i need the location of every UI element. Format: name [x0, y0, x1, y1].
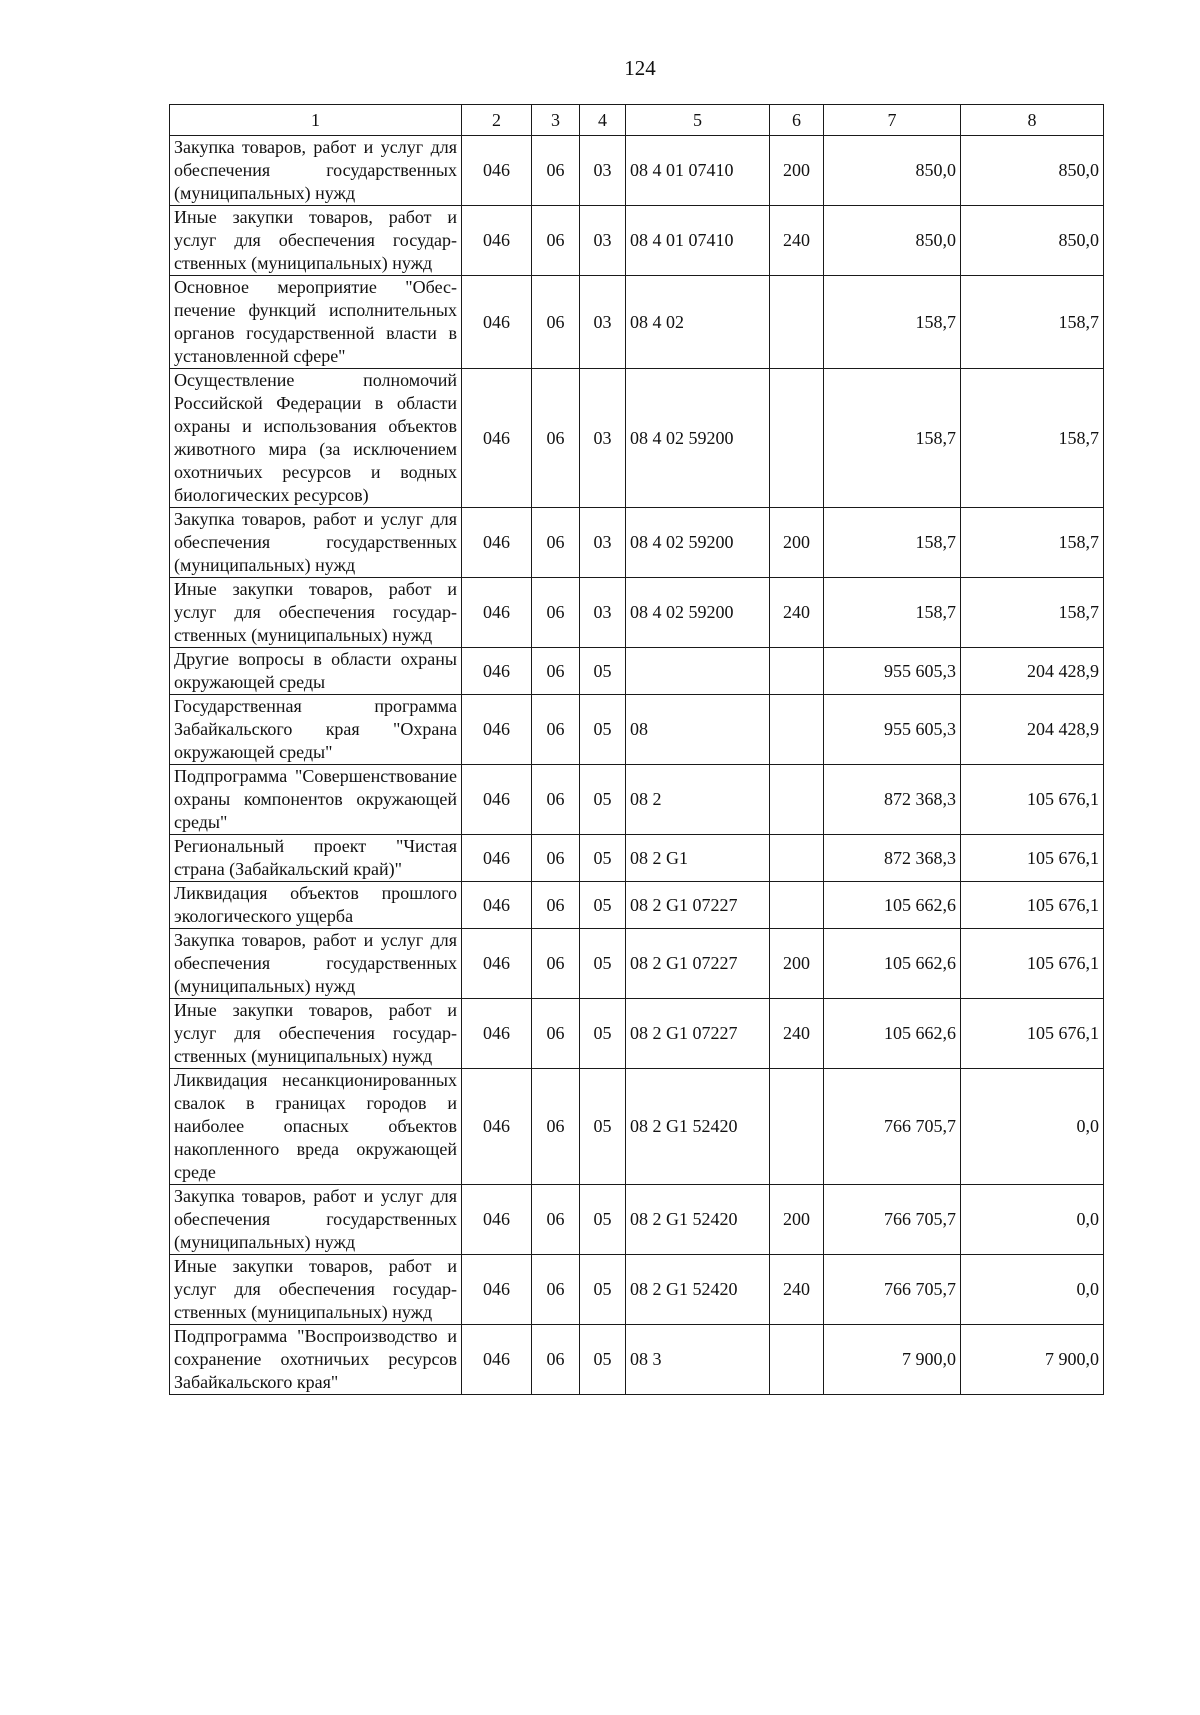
item-name-cell: Ликвидация несанкционированных свалок в границах городов и наиболее опасных объектов накопленного вреда окружающей среде — [170, 1069, 462, 1185]
item-name-cell: Закупка товаров, работ и услуг для обеспечения государственных (муниципальных) нужд — [170, 508, 462, 578]
code-5-cell — [626, 648, 770, 695]
code-4-cell: 05 — [580, 765, 626, 835]
amount-7-cell: 766 705,7 — [824, 1069, 961, 1185]
header-col-2: 2 — [462, 105, 532, 136]
code-3-cell: 06 — [532, 369, 580, 508]
amount-8-cell: 0,0 — [961, 1185, 1104, 1255]
amount-7-cell: 850,0 — [824, 206, 961, 276]
table-body — [170, 136, 1104, 1395]
table-row — [170, 695, 1104, 765]
code-3-cell: 06 — [532, 1069, 580, 1185]
amount-7-cell: 105 662,6 — [824, 929, 961, 999]
code-3-cell: 06 — [532, 508, 580, 578]
code-6-cell: 240 — [770, 1255, 824, 1325]
amount-7-cell: 955 605,3 — [824, 648, 961, 695]
amount-7-cell: 105 662,6 — [824, 999, 961, 1069]
code-5-cell: 08 4 02 59200 — [626, 369, 770, 508]
code-5-cell: 08 3 — [626, 1325, 770, 1395]
code-2-cell: 046 — [462, 1325, 532, 1395]
code-6-cell — [770, 1325, 824, 1395]
code-5-cell: 08 2 G1 — [626, 835, 770, 882]
table-row — [170, 882, 1104, 929]
item-name-cell: Закупка товаров, работ и услуг для обеспечения государственных (муниципальных) нужд — [170, 136, 462, 206]
code-4-cell: 03 — [580, 578, 626, 648]
table-row — [170, 765, 1104, 835]
amount-8-cell: 158,7 — [961, 578, 1104, 648]
code-2-cell: 046 — [462, 929, 532, 999]
code-3-cell: 06 — [532, 206, 580, 276]
item-name-cell: Закупка товаров, работ и услуг для обеспечения государственных (муниципальных) нужд — [170, 1185, 462, 1255]
code-5-cell: 08 2 G1 52420 — [626, 1185, 770, 1255]
code-6-cell: 200 — [770, 929, 824, 999]
code-5-cell: 08 4 02 — [626, 276, 770, 369]
code-4-cell: 03 — [580, 369, 626, 508]
code-5-cell: 08 4 02 59200 — [626, 508, 770, 578]
code-6-cell: 200 — [770, 1185, 824, 1255]
table-row — [170, 136, 1104, 206]
header-col-8: 8 — [961, 105, 1104, 136]
amount-7-cell: 158,7 — [824, 276, 961, 369]
item-name-cell: Закупка товаров, работ и услуг для обеспечения государственных (муниципальных) нужд — [170, 929, 462, 999]
code-3-cell: 06 — [532, 648, 580, 695]
item-name-cell: Иные закупки товаров, работ и услуг для обеспечения государственных (муниципальных) нужд — [170, 206, 462, 276]
amount-7-cell: 766 705,7 — [824, 1255, 961, 1325]
table-row — [170, 929, 1104, 999]
amount-8-cell: 158,7 — [961, 508, 1104, 578]
item-name-cell: Иные закупки товаров, работ и услуг для обеспечения государственных (муниципальных) нужд — [170, 999, 462, 1069]
code-2-cell: 046 — [462, 882, 532, 929]
code-3-cell: 06 — [532, 1185, 580, 1255]
code-6-cell: 200 — [770, 508, 824, 578]
amount-8-cell: 204 428,9 — [961, 648, 1104, 695]
item-name-cell: Другие вопросы в области охраны окружающей среды — [170, 648, 462, 695]
amount-8-cell: 158,7 — [961, 369, 1104, 508]
table-row — [170, 578, 1104, 648]
code-4-cell: 05 — [580, 999, 626, 1069]
code-4-cell: 03 — [580, 206, 626, 276]
code-4-cell: 05 — [580, 1069, 626, 1185]
item-name-cell: Основное мероприятие "Обеспечение функций исполнительных органов государственной власти в установленной сфере" — [170, 276, 462, 369]
table-row — [170, 276, 1104, 369]
code-3-cell: 06 — [532, 765, 580, 835]
amount-8-cell: 204 428,9 — [961, 695, 1104, 765]
code-3-cell: 06 — [532, 578, 580, 648]
code-2-cell: 046 — [462, 276, 532, 369]
code-3-cell: 06 — [532, 1325, 580, 1395]
code-3-cell: 06 — [532, 929, 580, 999]
code-2-cell: 046 — [462, 1069, 532, 1185]
code-2-cell: 046 — [462, 1185, 532, 1255]
code-6-cell: 240 — [770, 999, 824, 1069]
amount-7-cell: 105 662,6 — [824, 882, 961, 929]
amount-7-cell: 766 705,7 — [824, 1185, 961, 1255]
header-col-6: 6 — [770, 105, 824, 136]
code-2-cell: 046 — [462, 695, 532, 765]
code-3-cell: 06 — [532, 276, 580, 369]
code-2-cell: 046 — [462, 648, 532, 695]
item-name-cell: Подпрограмма "Воспроизводство и сохранение охотничьих ресурсов Забайкальского края" — [170, 1325, 462, 1395]
code-6-cell — [770, 835, 824, 882]
code-4-cell: 05 — [580, 1255, 626, 1325]
code-5-cell: 08 4 02 59200 — [626, 578, 770, 648]
table-row — [170, 1325, 1104, 1395]
code-4-cell: 05 — [580, 929, 626, 999]
table-row — [170, 1255, 1104, 1325]
amount-8-cell: 0,0 — [961, 1069, 1104, 1185]
code-4-cell: 03 — [580, 276, 626, 369]
amount-8-cell: 850,0 — [961, 136, 1104, 206]
amount-8-cell: 105 676,1 — [961, 999, 1104, 1069]
code-3-cell: 06 — [532, 1255, 580, 1325]
item-name-cell: Осуществление полномочий Российской Федерации в области охраны и использования объектов животного мира (за исключением охотничьих ресурсов и водных биологических ресурсов) — [170, 369, 462, 508]
amount-8-cell: 105 676,1 — [961, 882, 1104, 929]
code-5-cell: 08 2 G1 52420 — [626, 1069, 770, 1185]
code-5-cell: 08 — [626, 695, 770, 765]
amount-7-cell: 850,0 — [824, 136, 961, 206]
amount-7-cell: 7 900,0 — [824, 1325, 961, 1395]
code-4-cell: 03 — [580, 136, 626, 206]
header-col-5: 5 — [626, 105, 770, 136]
code-6-cell: 240 — [770, 206, 824, 276]
item-name-cell: Региональный проект "Чистая страна (Забайкальский край)" — [170, 835, 462, 882]
amount-8-cell: 7 900,0 — [961, 1325, 1104, 1395]
code-6-cell — [770, 648, 824, 695]
code-2-cell: 046 — [462, 206, 532, 276]
header-col-4: 4 — [580, 105, 626, 136]
code-3-cell: 06 — [532, 835, 580, 882]
header-col-1: 1 — [170, 105, 462, 136]
amount-7-cell: 158,7 — [824, 508, 961, 578]
code-6-cell: 200 — [770, 136, 824, 206]
code-2-cell: 046 — [462, 835, 532, 882]
amount-8-cell: 105 676,1 — [961, 835, 1104, 882]
code-4-cell: 05 — [580, 648, 626, 695]
code-5-cell: 08 2 G1 07227 — [626, 882, 770, 929]
amount-8-cell: 0,0 — [961, 1255, 1104, 1325]
table-row — [170, 369, 1104, 508]
amount-8-cell: 105 676,1 — [961, 765, 1104, 835]
code-3-cell: 06 — [532, 695, 580, 765]
code-6-cell — [770, 276, 824, 369]
code-5-cell: 08 2 G1 07227 — [626, 929, 770, 999]
table-row — [170, 1185, 1104, 1255]
code-4-cell: 05 — [580, 695, 626, 765]
budget-table — [169, 104, 1104, 1395]
table-row — [170, 508, 1104, 578]
code-2-cell: 046 — [462, 999, 532, 1069]
header-col-7: 7 — [824, 105, 961, 136]
item-name-cell: Ликвидация объектов прошлого экологического ущерба — [170, 882, 462, 929]
code-5-cell: 08 4 01 07410 — [626, 136, 770, 206]
amount-7-cell: 872 368,3 — [824, 835, 961, 882]
code-3-cell: 06 — [532, 999, 580, 1069]
amount-7-cell: 158,7 — [824, 578, 961, 648]
code-4-cell: 03 — [580, 508, 626, 578]
header-row — [170, 105, 1104, 136]
table-row — [170, 999, 1104, 1069]
table-header — [170, 105, 1104, 136]
code-2-cell: 046 — [462, 369, 532, 508]
item-name-cell: Иные закупки товаров, работ и услуг для обеспечения государственных (муниципальных) нужд — [170, 578, 462, 648]
code-6-cell — [770, 369, 824, 508]
amount-7-cell: 872 368,3 — [824, 765, 961, 835]
table-row — [170, 648, 1104, 695]
item-name-cell: Подпрограмма "Совершенствование охраны компонентов окружающей среды" — [170, 765, 462, 835]
amount-8-cell: 105 676,1 — [961, 929, 1104, 999]
code-4-cell: 05 — [580, 882, 626, 929]
item-name-cell: Иные закупки товаров, работ и услуг для обеспечения государственных (муниципальных) нужд — [170, 1255, 462, 1325]
table-row — [170, 835, 1104, 882]
code-3-cell: 06 — [532, 136, 580, 206]
table-row — [170, 206, 1104, 276]
table-row — [170, 1069, 1104, 1185]
code-6-cell — [770, 1069, 824, 1185]
code-2-cell: 046 — [462, 508, 532, 578]
code-2-cell: 046 — [462, 578, 532, 648]
code-2-cell: 046 — [462, 765, 532, 835]
code-2-cell: 046 — [462, 1255, 532, 1325]
amount-8-cell: 158,7 — [961, 276, 1104, 369]
code-5-cell: 08 2 G1 07227 — [626, 999, 770, 1069]
code-4-cell: 05 — [580, 1325, 626, 1395]
code-4-cell: 05 — [580, 1185, 626, 1255]
code-6-cell — [770, 695, 824, 765]
code-3-cell: 06 — [532, 882, 580, 929]
code-5-cell: 08 4 01 07410 — [626, 206, 770, 276]
item-name-cell: Государственная программа Забайкальского края "Охрана окружающей среды" — [170, 695, 462, 765]
amount-7-cell: 158,7 — [824, 369, 961, 508]
code-2-cell: 046 — [462, 136, 532, 206]
header-col-3: 3 — [532, 105, 580, 136]
code-4-cell: 05 — [580, 835, 626, 882]
amount-8-cell: 850,0 — [961, 206, 1104, 276]
code-6-cell: 240 — [770, 578, 824, 648]
page-number: 124 — [624, 56, 656, 80]
code-6-cell — [770, 882, 824, 929]
code-5-cell: 08 2 G1 52420 — [626, 1255, 770, 1325]
amount-7-cell: 955 605,3 — [824, 695, 961, 765]
code-6-cell — [770, 765, 824, 835]
code-5-cell: 08 2 — [626, 765, 770, 835]
